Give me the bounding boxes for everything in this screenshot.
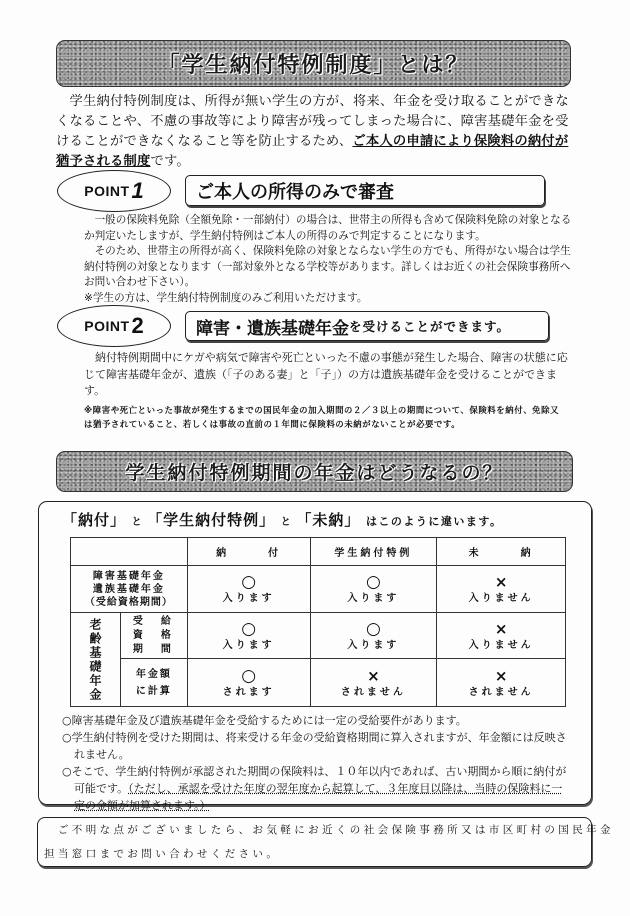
intro-paragraph: [56, 92, 571, 172]
header-unpaid: 未 納: [437, 538, 566, 566]
row-label-line: 遺族基礎年金: [92, 583, 165, 595]
point1-title: ご本人の所得のみで審査: [196, 181, 394, 203]
cell-result: されません: [468, 686, 534, 698]
cell-result: 入ります: [222, 639, 275, 651]
note-3: [62, 763, 572, 814]
note-1: ○障害基礎年金及び遺族基礎年金を受給するためには一定の受給要件があります。: [62, 714, 467, 727]
intro-emphasis: ご本人の申請により保険料の納付が猶予される制度: [56, 134, 569, 169]
point1-paragraph-1: 一般の保険料免除（全額免除・一部納付）の場合は、世帯主の所得も含めて保険料免除の対象となるか判定いたしますが、学生納付特例はご本人の所得のみで判定することになります。: [84, 214, 572, 242]
cell: [310, 659, 437, 707]
section1-banner: [56, 40, 571, 87]
section1-banner-title: 「学生納付特例制度」とは？: [157, 53, 470, 78]
point2-title-box: [185, 311, 549, 341]
section2-banner-title: 学生納付特例期間の年金はどうなるの？: [125, 462, 504, 484]
contact-line-1: ご不明な点がございましたら、お気軽にお近くの社会保険事務所又は市区町村の国民年金: [44, 824, 614, 836]
cell: [187, 566, 310, 613]
cell: [310, 613, 437, 659]
group-label: 老齢基礎年金: [87, 617, 102, 702]
table-row: [71, 566, 566, 613]
row-label-line: 受 給: [132, 615, 175, 627]
row-label-eligibility: [120, 613, 187, 659]
heading-unpaid: 「未納」: [296, 511, 361, 529]
header-blank: [71, 538, 188, 566]
comparison-table: [70, 537, 566, 707]
table-row: [71, 659, 566, 707]
table-row: [71, 613, 566, 659]
point1-paragraph-2: そのため、世帯主の所得が高く、保険料免除の対象とならない学生の方でも、所得がない場合は学生納付特例の対象となります（一部対象外となる学校等があります。詳しくはお近くの社会保険事務所へお問い合わせ下さい）。: [84, 245, 571, 288]
point1-badge: [57, 170, 171, 212]
row-label-line: に計算: [135, 685, 172, 697]
point1-body: [84, 213, 574, 306]
circle-mark: ○: [365, 572, 381, 592]
comparison-heading: [62, 509, 582, 530]
point1-title-box: [185, 175, 545, 206]
section2-banner: [56, 451, 573, 492]
cell: [437, 566, 566, 613]
row-label-line: （受給資格期間）: [84, 596, 173, 608]
circle-mark: ○: [241, 572, 257, 592]
point2-title-rest: を受けることができます。: [349, 319, 511, 334]
note-3-text: ○そこで、学生納付特例が承認された期間の保険料は、１０年以内であれば、古い期間から順に納付が可能です。: [62, 765, 567, 795]
cell-result: 入りません: [468, 639, 534, 651]
cell: [187, 613, 310, 659]
heading-student-exemption: 「学生納付特例」: [147, 511, 276, 529]
circle-mark: ○: [365, 618, 381, 639]
row-label-disability-survivor: [71, 566, 188, 613]
point1-note: ※学生の方は、学生納付特例制度のみご利用いただけます。: [84, 291, 368, 304]
heading-paid: 「納付」: [62, 511, 127, 529]
point1-label: POINT: [84, 183, 130, 199]
cell: [187, 659, 310, 707]
cross-mark: ×: [494, 619, 508, 638]
cell: [310, 566, 437, 613]
cross-mark: ×: [494, 666, 508, 685]
contact-line-2: 担当窓口までお問い合わせください。: [44, 848, 281, 860]
point2-body: 納付特例期間中にケガや病気で障害や死亡といった不慮の事態が発生した場合、障害の状態に応じて障害基礎年金が、遺族（「子のある妻」と「子」）の方は遺族基礎年金を受けることができます。: [84, 351, 568, 397]
cell-result: されません: [340, 686, 406, 698]
row-label-line: 障害基礎年金: [92, 570, 165, 582]
row-label-pension-amount: [120, 659, 187, 707]
row-label-line: 期 間: [132, 643, 175, 655]
point1-number: 1: [131, 178, 144, 203]
note-3-underlined: （ただし、承認を受けた年度の翌年度から起算して、３年度目以降は、当時の保険料に一定の金額が加算されます。）: [74, 782, 563, 812]
intro-text: 学生納付特例制度は、所得が無い学生の方が、将来、年金を受け取ることができなくなることや、不慮の事故等により障害が残ってしまった場合に、障害基礎年金を受けることができなくなること等を防止するため、: [56, 94, 569, 149]
table-header-row: [71, 538, 566, 566]
contact-text: [44, 818, 614, 866]
heading-and-2: と: [280, 517, 291, 528]
cell-result: 入りません: [468, 593, 534, 604]
cell-result: 入ります: [222, 593, 275, 604]
cell-result: 入ります: [347, 639, 400, 651]
point2-label: POINT: [84, 318, 130, 334]
notes-list: [62, 712, 572, 814]
heading-and-1: と: [131, 517, 142, 528]
intro-end: です。: [150, 154, 190, 169]
header-paid: 納 付: [187, 538, 310, 566]
point2-badge: [57, 305, 171, 347]
note-2: ○学生納付特例を受けた期間は、将来受ける年金の受給資格期間に算入されますが、年金額には反映されません。: [62, 731, 567, 761]
header-student-exemption: 学生納付特例: [310, 538, 437, 566]
cell-result: 入ります: [347, 593, 400, 604]
cross-mark: ×: [494, 573, 508, 591]
row-label-line: 資 格: [132, 629, 175, 641]
cross-mark: ×: [367, 666, 380, 685]
point2-footnote: ※障害や死亡といった事故が発生するまでの国民年金の加入期間の２／３以上の期間について、保険料を納付、免除又は猶予されていること、若しくは事故の直前の１年間に保険料の未納がないことが必要です。: [84, 405, 560, 429]
cell-result: されます: [222, 686, 275, 698]
point2-number: 2: [131, 313, 144, 338]
row-group-old-age-pension: [71, 613, 121, 707]
circle-mark: ○: [241, 665, 257, 686]
point2-title-emphasis: 障害・遺族基礎年金: [196, 318, 349, 339]
heading-rest: はこのように違います。: [365, 515, 503, 528]
circle-mark: ○: [241, 618, 257, 639]
row-label-line: 年金額: [135, 668, 172, 680]
cell: [437, 659, 566, 707]
cell: [437, 613, 566, 659]
